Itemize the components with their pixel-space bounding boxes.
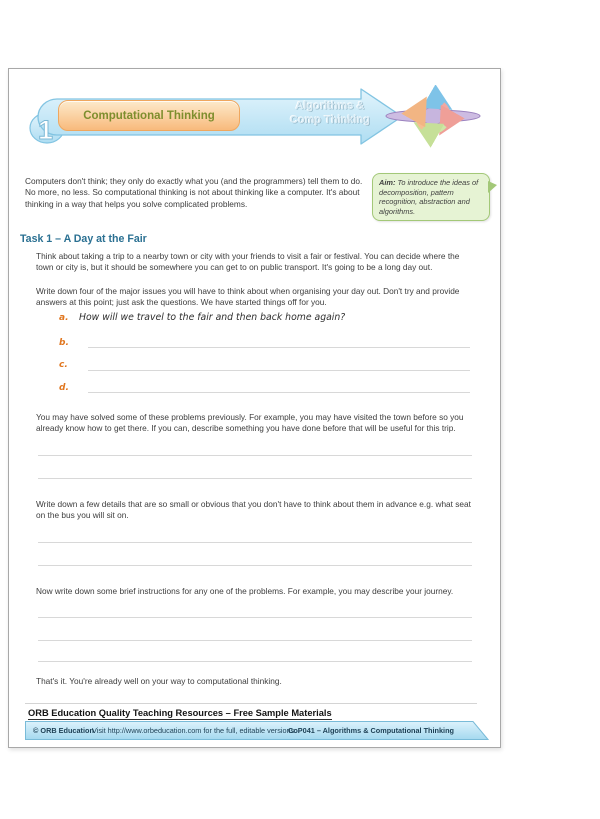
answer-line — [38, 640, 472, 641]
aim-text: To introduce the ideas of decomposition, pattern recognition, abstraction and algorithms. — [379, 178, 479, 216]
answer-line — [38, 478, 472, 479]
list-letter-c: c. — [59, 360, 68, 370]
answer-line — [88, 347, 470, 348]
list-letter-d: d. — [59, 383, 69, 393]
paragraph-details: Write down a few details that are so small or obvious that you don't have to think about them in advance e.g. what seat on the bus you will sit on. — [36, 499, 471, 521]
footer-visit-text: Visit http://www.orbeducation.com for the full, editable versions. — [92, 726, 297, 735]
paragraph-instructions: Now write down some brief instructions for any one of the problems. For example, you may describe your journey. — [36, 586, 454, 596]
answer-line — [38, 617, 472, 618]
strand-line-1: Algorithms & — [295, 100, 365, 112]
task1-paragraph-trip: Think about taking a trip to a nearby town or city with your friends to visit a fair or festival. You can decide where the town or city is, but it should be somewhere you can get to on public transport. It's going to be a long day out. — [36, 251, 460, 273]
answer-line — [38, 542, 472, 543]
page-title: Computational Thinking — [83, 109, 215, 122]
closing-paragraph: That's it. You're already well on your way to computational thinking. — [36, 676, 282, 686]
footer-heading: ORB Education Quality Teaching Resources – Free Sample Materials — [28, 708, 332, 718]
answer-line — [38, 455, 472, 456]
paragraph-solved: You may have solved some of these problems previously. For example, you may have visited the town before so you already know how to get there. If you can, describe something you have done before that will be useful for this trip. — [36, 412, 464, 434]
cycle-arrows-icon — [386, 101, 480, 131]
answer-line — [88, 370, 470, 371]
answer-line — [38, 661, 472, 662]
list-item-a-text: How will we travel to the fair and then back home again? — [79, 312, 346, 323]
aim-callout — [372, 173, 490, 221]
footer-code: CoP041 – Algorithms & Computational Thinking — [288, 726, 454, 735]
strand-label — [268, 100, 392, 127]
list-letter-b: b. — [59, 338, 69, 348]
footer-copyright: © ORB Education — [33, 726, 94, 735]
footer-divider — [25, 703, 477, 704]
list-letter-a: a. — [59, 313, 69, 323]
worksheet-page — [8, 68, 501, 748]
task1-heading: Task 1 – A Day at the Fair — [20, 233, 147, 245]
strand-line-2: Comp Thinking — [289, 113, 371, 126]
answer-line — [38, 565, 472, 566]
title-banner-button — [58, 100, 240, 131]
task1-paragraph-issues: Write down four of the major issues you will have to think about when organising your day out. Don't try and provide answers at this point; just ask the questions. We have started things off for you. — [36, 286, 460, 308]
answer-line — [88, 392, 470, 393]
aim-label: Aim: — [379, 178, 396, 187]
unit-number: 1 — [38, 115, 54, 145]
intro-paragraph: Computers don't think; they only do exactly what you (and the programmers) tell them to do. No more, no less. So computational thinking is not about thinking like a computer. It's about thinking in a way that helps you solve complicated problems. — [25, 176, 363, 209]
